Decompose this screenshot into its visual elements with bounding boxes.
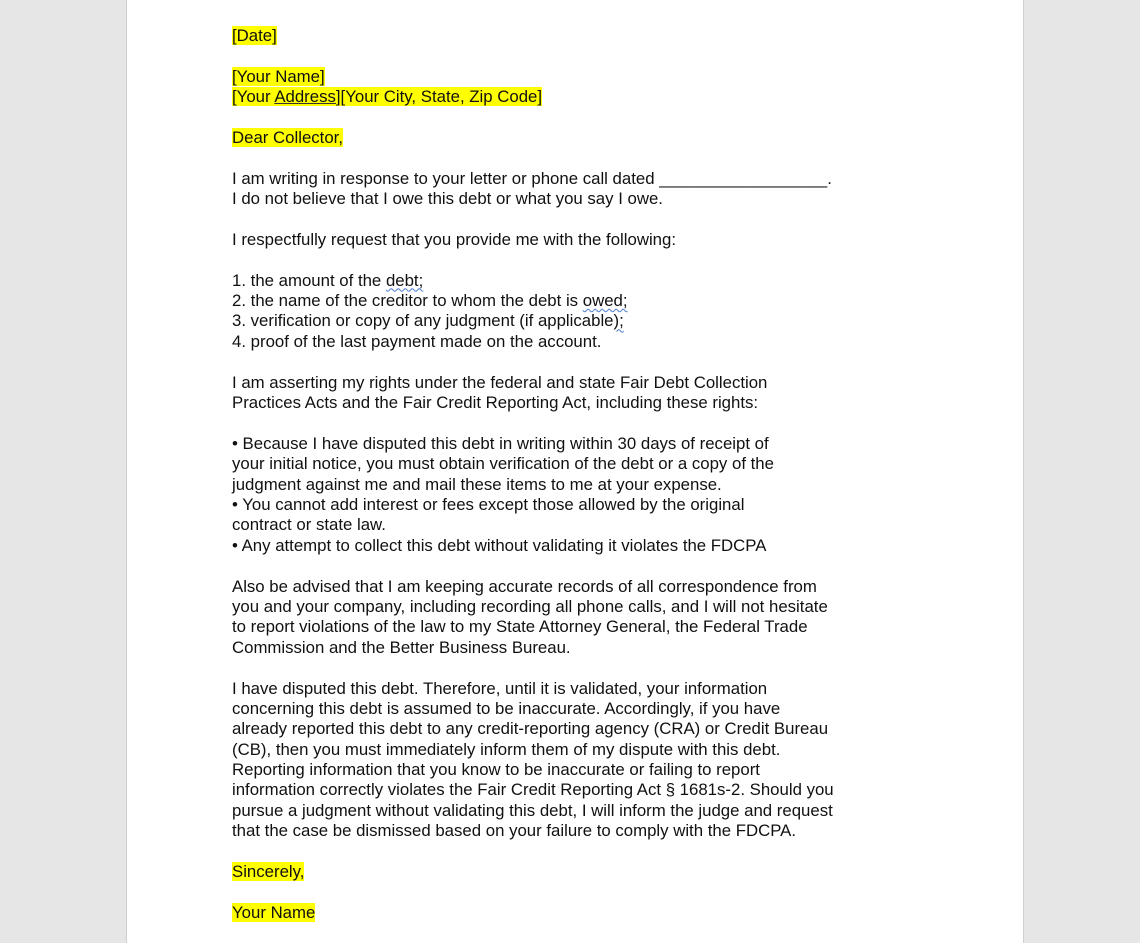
records-line-2: you and your company, including recording all phone calls, and I will not hesitate: [232, 596, 828, 616]
dispute-line-8: that the case be dismissed based on your failure to comply with the FDCPA.: [232, 821, 796, 841]
rights-bullet-1-line-3: judgment against me and mail these items to me at your expense.: [232, 474, 722, 494]
salutation-line: [232, 128, 912, 148]
rights-intro-line-2: Practices Acts and the Fair Credit Reporting Act, including these rights:: [232, 393, 759, 413]
request-intro: I respectfully request that you provide me with the following:: [232, 229, 676, 249]
records-line-3: to report violations of the law to my State Attorney General, the Federal Trade: [232, 617, 808, 637]
intro-line-1: I am writing in response to your letter or phone call dated __________________.: [232, 168, 832, 188]
records-line-1: Also be advised that I am keeping accurate records of all correspondence from: [232, 576, 817, 596]
rights-bullet-1-line-1: • Because I have disputed this debt in writing within 30 days of receipt of: [232, 433, 769, 453]
salutation: Dear Collector,: [232, 127, 343, 147]
document-page[interactable]: [126, 0, 1024, 943]
address-line: [232, 87, 912, 107]
spellcheck-flag[interactable]: );: [613, 311, 624, 331]
rights-bullet-2-line-1: • You cannot add interest or fees except those allowed by the original: [232, 494, 745, 514]
records-line-4: Commission and the Better Business Bureau.: [232, 637, 571, 657]
request-item-1-text: 1. the amount of the: [232, 270, 386, 290]
your-name-placeholder: [Your Name]: [232, 66, 325, 86]
request-item-4: 4. proof of the last payment made on the account.: [232, 331, 602, 351]
rights-bullet-2-line-2: contract or state law.: [232, 515, 386, 535]
dispute-line-2: concerning this debt is assumed to be inaccurate. Accordingly, if you have: [232, 698, 781, 718]
address-prefix: [Your: [232, 87, 275, 107]
intro-line-2: I do not believe that I owe this debt or what you say I owe.: [232, 189, 663, 209]
date-placeholder: [Date]: [232, 26, 277, 45]
dispute-line-5: Reporting information that you know to be inaccurate or failing to report: [232, 760, 760, 780]
request-item-2: [232, 291, 912, 311]
rights-bullet-1-line-2: your initial notice, you must obtain verification of the debt or a copy of the: [232, 454, 774, 474]
request-item-3-text: 3. verification or copy of any judgment (if applicable: [232, 311, 614, 331]
signature-line: [232, 903, 912, 923]
dispute-line-1: I have disputed this debt. Therefore, until it is validated, your information: [232, 678, 768, 698]
request-item-1: [232, 271, 912, 291]
dispute-line-4: (CB), then you must immediately inform them of my dispute with this debt.: [232, 739, 781, 759]
spellcheck-flag[interactable]: debt;: [385, 270, 424, 290]
dispute-line-3: already reported this debt to any credit-reporting agency (CRA) or Credit Bureau: [232, 719, 829, 739]
dispute-line-6: information correctly violates the Fair Credit Reporting Act § 1681s-2. Should you: [232, 780, 834, 800]
rights-bullet-3-line-1: • Any attempt to collect this debt without validating it violates the FDCPA: [232, 535, 767, 555]
spellcheck-flag[interactable]: owed;: [582, 291, 628, 311]
dispute-line-7: pursue a judgment without validating this debt, I will inform the judge and request: [232, 800, 833, 820]
address-word: Address]: [274, 87, 341, 107]
closing: Sincerely,: [232, 862, 305, 882]
name-line: [232, 67, 912, 87]
city-state-zip-placeholder: [Your City, State, Zip Code]: [340, 87, 543, 107]
date-line: [232, 26, 912, 46]
closing-line: [232, 862, 912, 882]
signature-name: Your Name: [232, 902, 316, 922]
rights-intro-line-1: I am asserting my rights under the federal and state Fair Debt Collection: [232, 372, 768, 392]
letter-body[interactable]: [232, 26, 912, 923]
request-item-2-text: 2. the name of the creditor to whom the debt is: [232, 291, 583, 311]
request-item-3: [232, 311, 912, 331]
